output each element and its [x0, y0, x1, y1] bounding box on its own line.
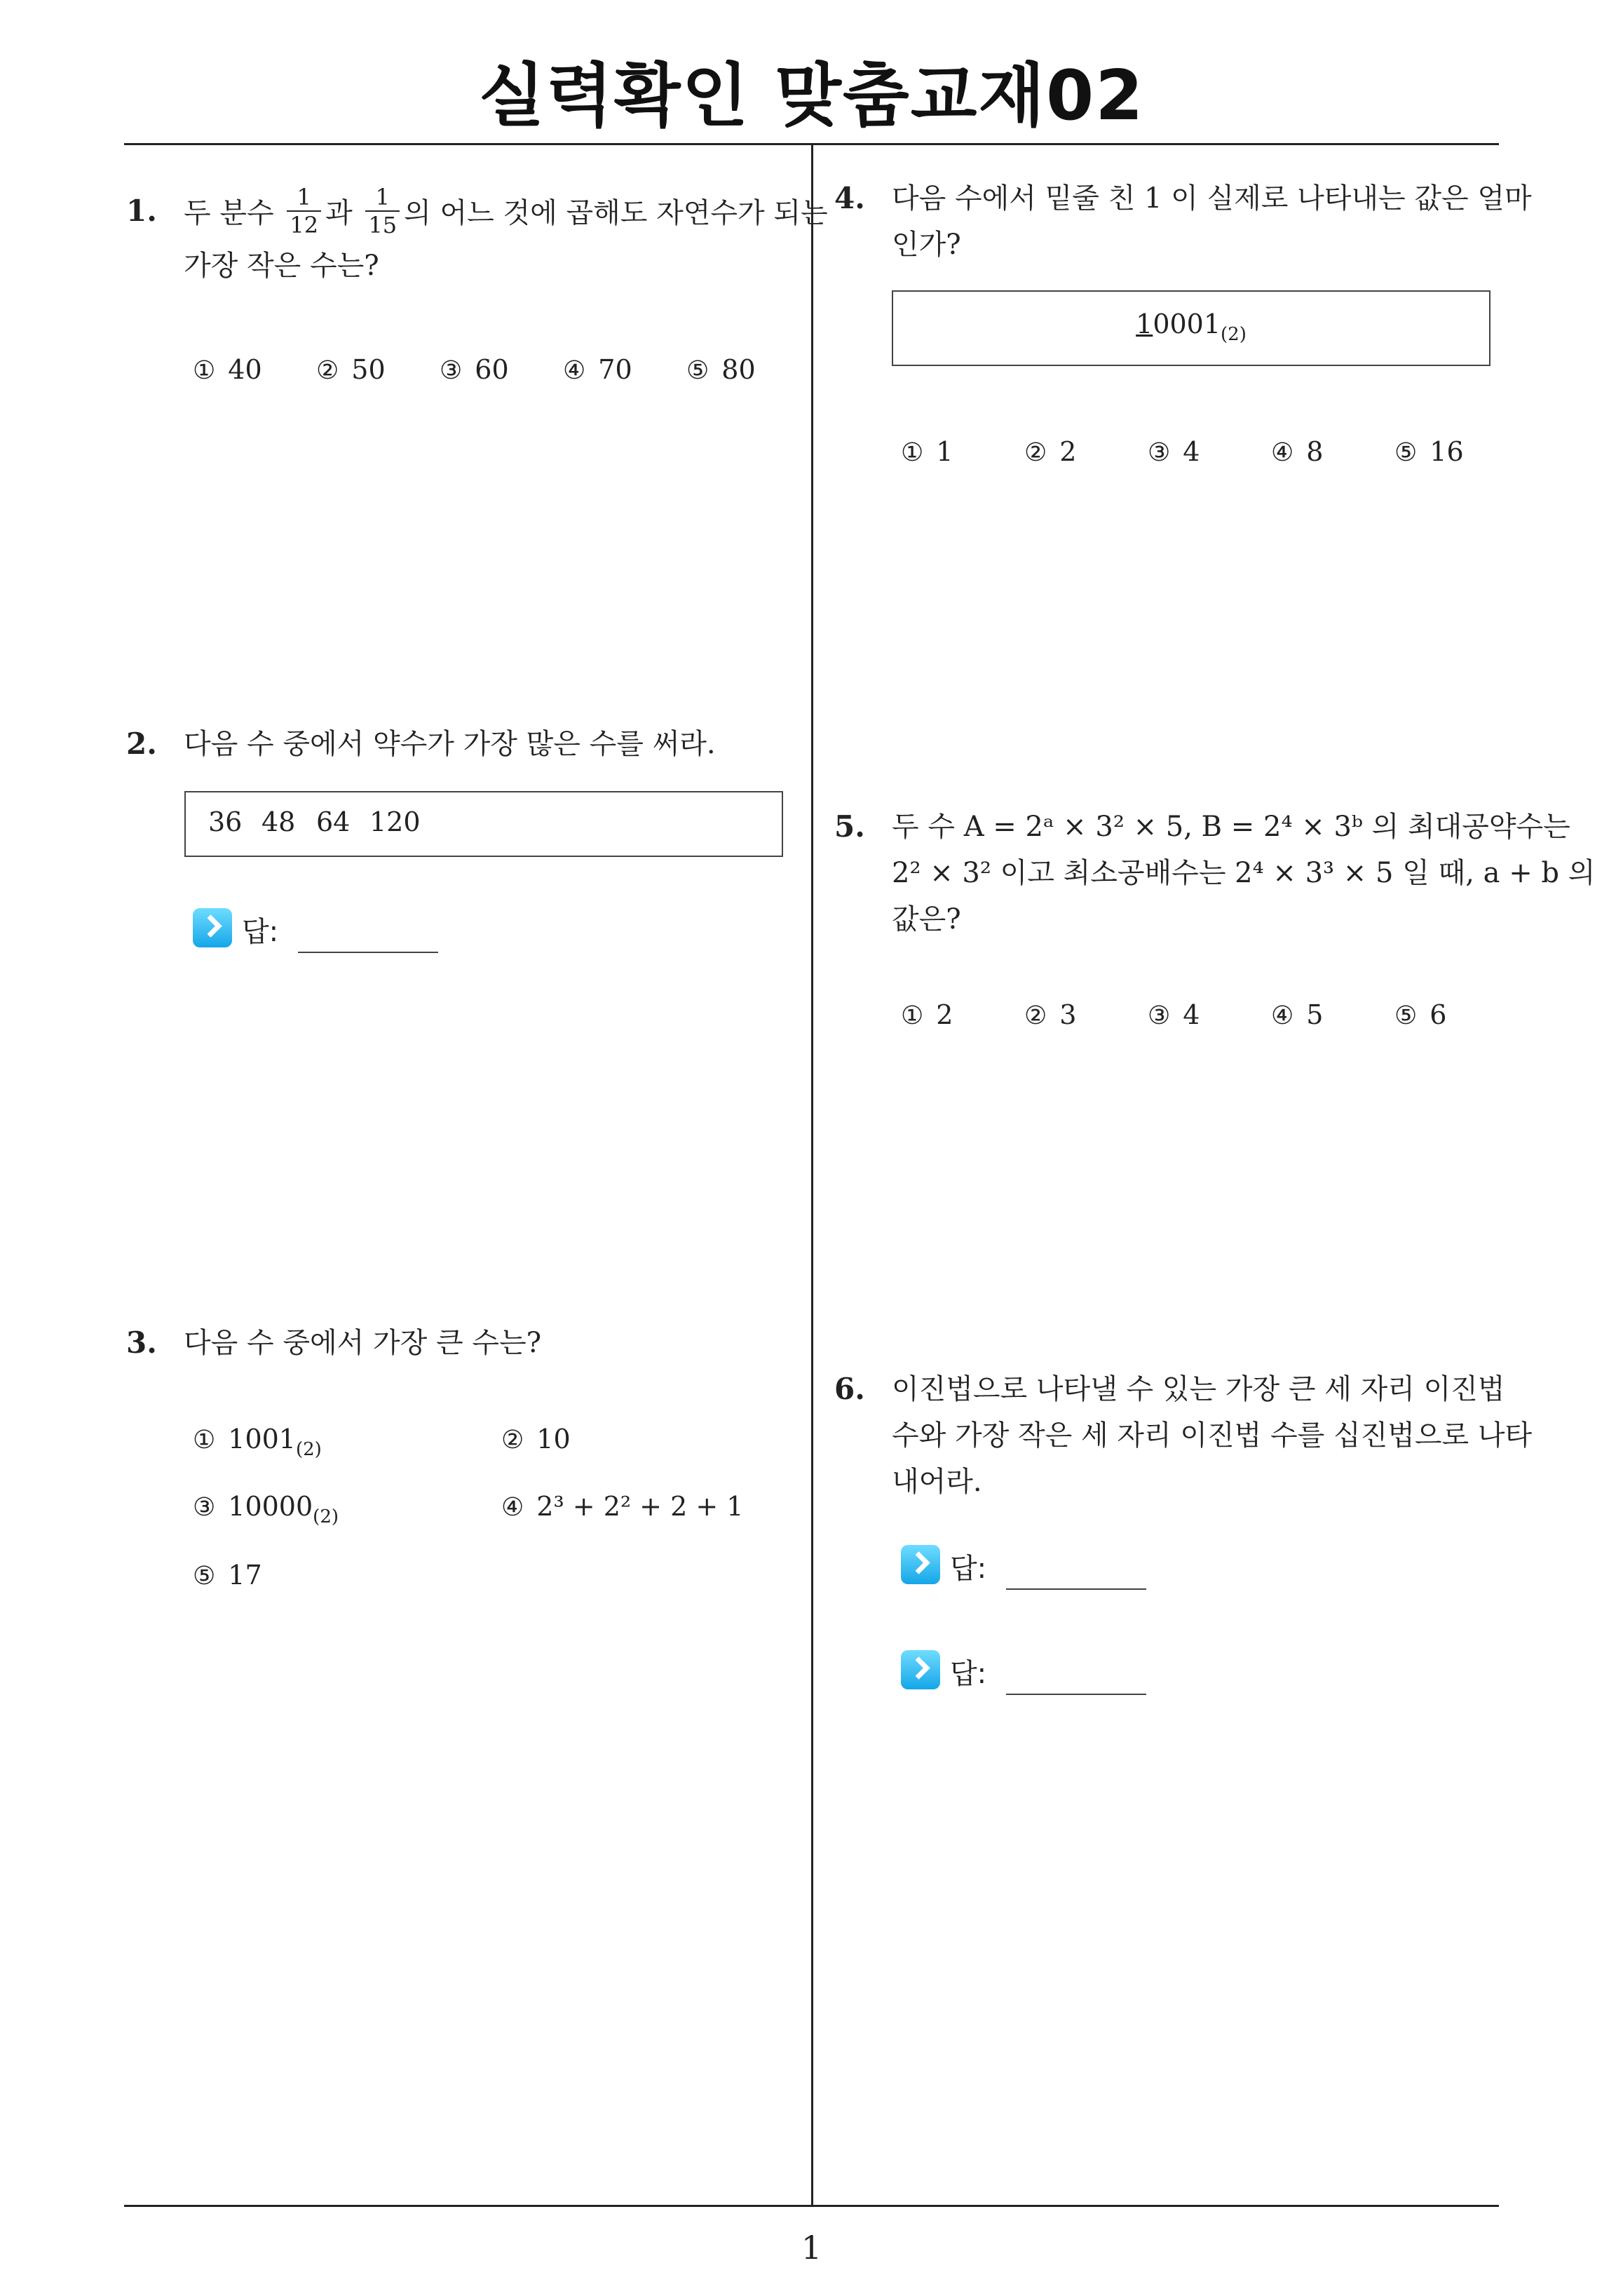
choice-2[interactable]: ② 10 — [501, 1424, 571, 1454]
question-5 — [834, 804, 1596, 951]
choice-3[interactable]: ③ 60 — [440, 354, 509, 385]
question-text: 다음 수 중에서 약수가 가장 많은 수를 써라. — [184, 728, 716, 760]
question-number: 1. — [126, 194, 157, 228]
choice-4[interactable]: ④ 2³ + 2² + 2 + 1 — [501, 1491, 744, 1522]
answer-blank[interactable] — [298, 952, 438, 953]
question-number: 3. — [126, 1325, 157, 1360]
choice-5[interactable]: ⑤ 16 — [1394, 436, 1464, 467]
question-number: 6. — [834, 1372, 865, 1406]
question-text: 두 수 A = 2ᵃ × 3² × 5, B = 2⁴ × 3ᵇ 의 최대공약수는 2² × 3² 이고 최소공배수는 2⁴ × 3³ × 5 일 때, a + b 의 값은? — [892, 811, 1596, 936]
answer-label: 답: — [950, 1553, 987, 1585]
chevron-right-icon — [901, 1545, 940, 1584]
page-title: 실력확인 맞춤교재02 — [478, 56, 1145, 136]
question-text: 이진법으로 나타낼 수 있는 가장 큰 세 자리 이진법 수와 가장 작은 세 자리 이진법 수를 십진법으로 나타 내어라. — [892, 1373, 1533, 1498]
question-5-choices — [901, 999, 1504, 1041]
choice-3[interactable]: ③ 4 — [1148, 436, 1200, 467]
fraction-1-15: $\frac{1}{15}$ — [365, 184, 400, 238]
choice-1[interactable]: ① 40 — [193, 354, 262, 385]
choice-1[interactable]: ① $1001_{(2)}$ — [193, 1424, 322, 1460]
question-3 — [126, 1320, 806, 1369]
choice-4[interactable]: ④ 70 — [563, 354, 632, 385]
choice-4[interactable]: ④ 5 — [1271, 999, 1324, 1030]
chevron-right-icon — [901, 1650, 940, 1689]
answer-field[interactable] — [193, 908, 473, 957]
choice-2[interactable]: ② 3 — [1024, 999, 1077, 1030]
question-6 — [834, 1366, 1533, 1513]
question-text: 다음 수에서 밑줄 친 1 이 실제로 나타내는 값은 얼마 인가? — [892, 182, 1532, 261]
choice-3[interactable]: ③ 4 — [1148, 999, 1200, 1030]
choice-4[interactable]: ④ 8 — [1271, 436, 1324, 467]
footer-rule — [124, 2205, 1499, 2207]
question-text: 두 분수 $\frac{1}{12}$ 과 $\frac{1}{15}$ 의 어느 것에 곱해도 자연수가 되는 가장 작은 수는? — [184, 184, 828, 282]
question-number: 2. — [126, 727, 157, 761]
answer-blank[interactable] — [1006, 1588, 1146, 1590]
answer-field-1[interactable] — [901, 1545, 1181, 1594]
answer-blank[interactable] — [1006, 1694, 1146, 1695]
answer-label: 답: — [950, 1658, 987, 1690]
question-3-choices — [193, 1424, 796, 1606]
answer-field-2[interactable] — [901, 1650, 1181, 1699]
question-text: 다음 수 중에서 가장 큰 수는? — [184, 1327, 542, 1359]
binary-number-box: $10001_{(2)}$ — [892, 290, 1490, 366]
choice-5[interactable]: ⑤ 6 — [1394, 999, 1447, 1030]
question-number: 4. — [834, 181, 865, 215]
answer-label: 답: — [242, 916, 279, 948]
choice-1[interactable]: ① 2 — [901, 999, 953, 1030]
choice-5[interactable]: ⑤ 17 — [193, 1560, 262, 1591]
choice-5[interactable]: ⑤ 80 — [686, 354, 756, 385]
choice-1[interactable]: ① 1 — [901, 436, 953, 467]
question-2 — [126, 721, 806, 770]
choice-2[interactable]: ② 50 — [316, 354, 386, 385]
choice-3[interactable]: ③ $10000_{(2)}$ — [193, 1491, 339, 1527]
question-number: 5. — [834, 809, 865, 844]
choice-2[interactable]: ② 2 — [1024, 436, 1077, 467]
question-4-choices — [901, 436, 1504, 478]
page-number: 1 — [801, 2229, 822, 2267]
column-divider — [811, 143, 813, 2205]
number-box: 36 48 64 120 — [184, 791, 783, 857]
chevron-right-icon — [193, 908, 232, 947]
question-1-choices — [193, 354, 796, 396]
question-4 — [834, 175, 1532, 274]
fraction-1-12: $\frac{1}{12}$ — [287, 184, 321, 238]
